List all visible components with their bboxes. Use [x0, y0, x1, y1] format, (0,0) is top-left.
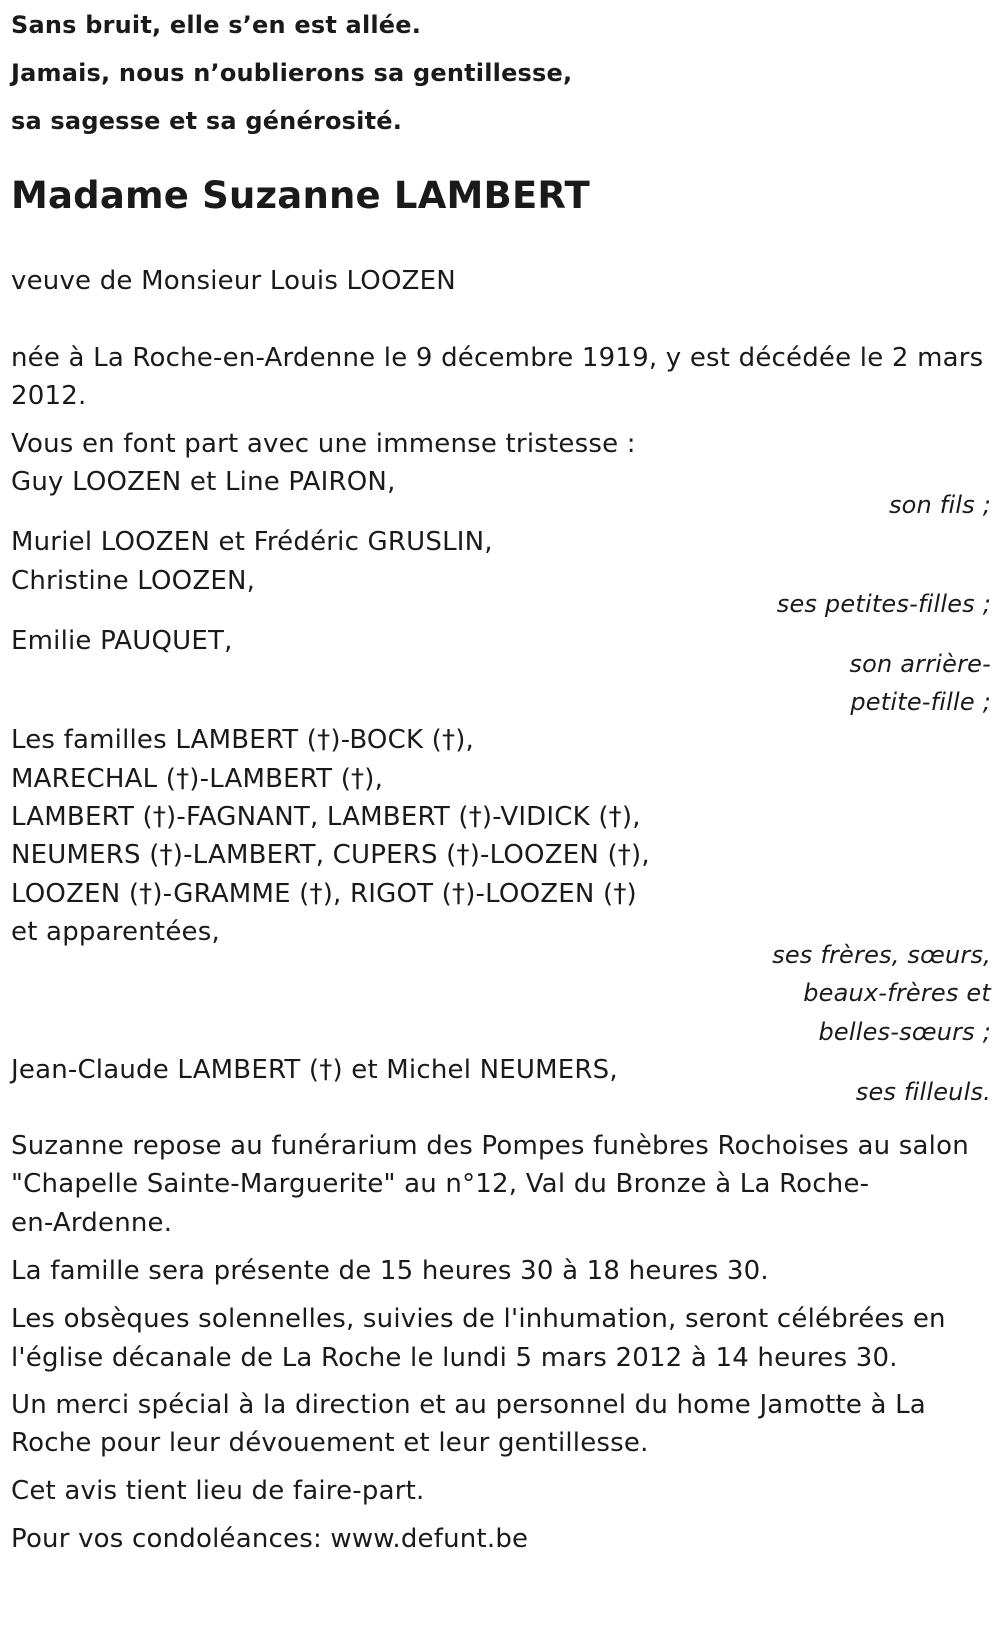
deceased-name: Madame Suzanne LAMBERT [11, 174, 590, 217]
siblings-names-5: LOOZEN (†)-GRAMME (†), RIGOT (†)-LOOZEN (†) [11, 879, 637, 909]
funeral-line-1: Les obsèques solennelles, suivies de l'inhumation, seront célébrées en [11, 1304, 946, 1334]
funeral-line-2: l'église décanale de La Roche le lundi 5 mars 2012 à 14 heures 30. [11, 1343, 898, 1373]
granddaughter-names-1: Muriel LOOZEN et Frédéric GRUSLIN, [11, 527, 493, 557]
siblings-names-6: et apparentées, [11, 917, 220, 947]
birth-death-line-2: 2012. [11, 381, 87, 411]
widow-of: veuve de Monsieur Louis LOOZEN [11, 266, 456, 296]
godchildren-names: Jean-Claude LAMBERT (†) et Michel NEUMERS, [11, 1055, 618, 1085]
godchildren-relation: ses filleuls. [855, 1078, 991, 1106]
siblings-names-2: MARECHAL (†)-LAMBERT (†), [11, 764, 384, 794]
funerarium-line-3: en-Ardenne. [11, 1208, 173, 1238]
siblings-relation-2: beaux-frères et [803, 979, 991, 1007]
granddaughter-names-2: Christine LOOZEN, [11, 566, 256, 596]
son-names: Guy LOOZEN et Line PAIRON, [11, 467, 396, 497]
funerarium-line-1: Suzanne repose au funérarium des Pompes funèbres Rochoises au salon [11, 1131, 969, 1161]
great-granddaughter-names: Emilie PAUQUET, [11, 626, 233, 656]
thanks-line-1: Un merci spécial à la direction et au personnel du home Jamotte à La [11, 1390, 926, 1420]
announcement-intro: Vous en font part avec une immense tristesse : [11, 429, 636, 459]
siblings-relation-1: ses frères, sœurs, [772, 941, 991, 969]
epigraph-line-3: sa sagesse et sa générosité. [11, 107, 403, 135]
great-granddaughter-relation-1: son arrière- [849, 650, 991, 678]
birth-death-line-1: née à La Roche-en-Ardenne le 9 décembre 1919, y est décédée le 2 mars [11, 343, 984, 373]
condolences-line: Pour vos condoléances: www.defunt.be [11, 1524, 529, 1554]
granddaughters-relation: ses petites-filles ; [776, 590, 991, 618]
epigraph-line-1: Sans bruit, elle s’en est allée. [11, 11, 422, 39]
siblings-relation-3: belles-sœurs ; [818, 1018, 991, 1046]
siblings-names-3: LAMBERT (†)-FAGNANT, LAMBERT (†)-VIDICK (†), [11, 802, 641, 832]
epigraph-line-2: Jamais, nous n’oublierons sa gentillesse, [11, 59, 573, 87]
great-granddaughter-relation-2: petite-fille ; [850, 688, 991, 716]
son-relation: son fils ; [888, 491, 991, 519]
funerarium-line-2: "Chapelle Sainte-Marguerite" au n°12, Val du Bronze à La Roche- [11, 1169, 870, 1199]
notice-line: Cet avis tient lieu de faire-part. [11, 1476, 425, 1506]
siblings-names-1: Les familles LAMBERT (†)-BOCK (†), [11, 725, 475, 755]
visiting-hours: La famille sera présente de 15 heures 30 à 18 heures 30. [11, 1256, 769, 1286]
thanks-line-2: Roche pour leur dévouement et leur gentillesse. [11, 1428, 649, 1458]
siblings-names-4: NEUMERS (†)-LAMBERT, CUPERS (†)-LOOZEN (†), [11, 840, 650, 870]
